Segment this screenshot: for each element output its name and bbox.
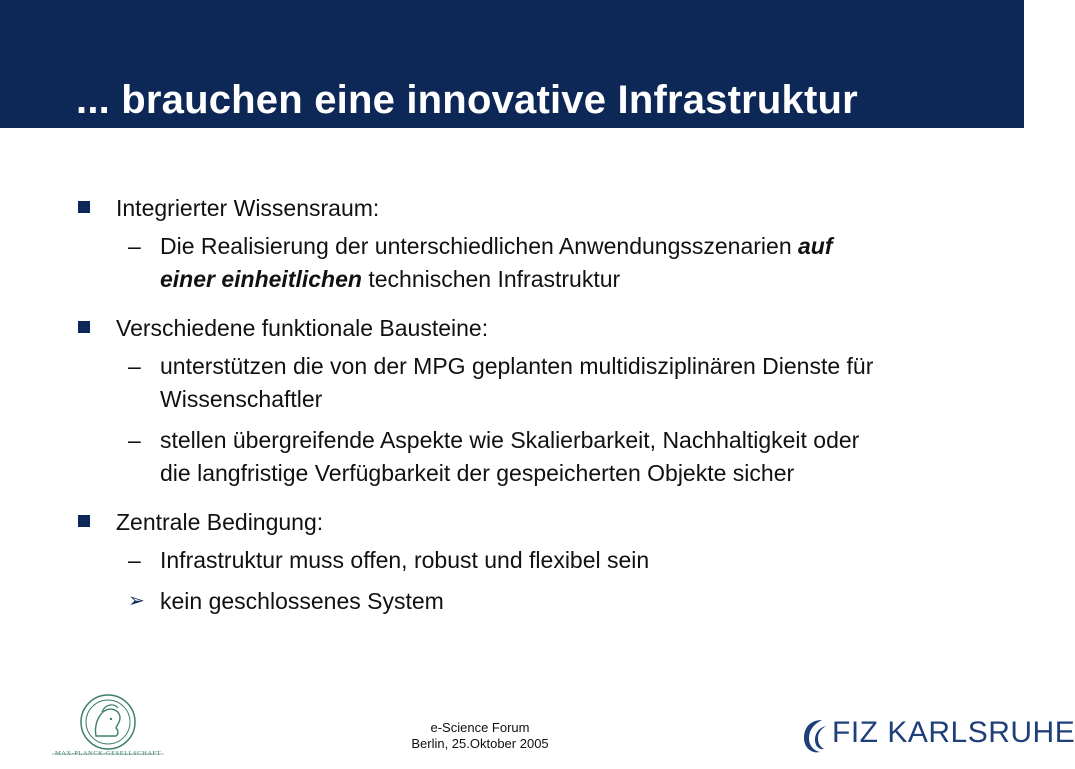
fiz-logo-icon: [800, 716, 832, 756]
dash-marker: –: [128, 427, 141, 453]
arrow-bullet-icon: ➢: [128, 590, 145, 612]
square-bullet-icon: [78, 321, 90, 333]
sub-bullet-text: kein geschlossenes System: [160, 588, 444, 614]
square-bullet-icon: [78, 515, 90, 527]
slide-title: ... brauchen eine innovative Infrastruktur: [76, 78, 858, 122]
emphasis-text: einer einheitlichen: [160, 266, 362, 292]
sub-bullet-text: Infrastruktur muss offen, robust und flexibel sein: [160, 547, 650, 573]
sub-bullet-text: stellen übergreifende Aspekte wie Skalierbarkeit, Nachhaltigkeit oder: [160, 427, 860, 453]
max-planck-logo: [48, 692, 168, 764]
bullet-heading: Integrierter Wissensraum:: [116, 195, 380, 221]
square-bullet-icon: [78, 201, 90, 213]
event-name: e-Science Forum: [430, 720, 530, 735]
dash-marker: –: [128, 547, 141, 573]
dash-marker: –: [128, 353, 141, 379]
sub-bullet-text-continued: Wissenschaftler: [160, 386, 323, 412]
emphasis-text: auf: [798, 233, 833, 259]
bullet-heading: Verschiedene funktionale Bausteine:: [116, 315, 489, 341]
sub-bullet-text-continued: die langfristige Verfügbarkeit der gespeicherten Objekte sicher: [160, 460, 795, 486]
event-date: Berlin, 25.Oktober 2005: [411, 736, 549, 751]
dash-marker: –: [128, 233, 141, 259]
text-run: Die Realisierung der unterschiedlichen Anwendungsszenarien: [160, 233, 799, 259]
text-run: technischen Infrastruktur: [361, 266, 621, 292]
bullet-heading: Zentrale Bedingung:: [116, 509, 324, 535]
sub-bullet-text-continued: [160, 263, 980, 296]
sub-bullet-text: unterstützen die von der MPG geplanten multidisziplinären Dienste für: [160, 353, 874, 379]
logo-caption: MAX-PLANCK-GESELLSCHAFT: [54, 750, 162, 757]
footer-info: [380, 720, 580, 752]
sub-bullet-text: [160, 230, 980, 263]
fiz-logo-text: FIZ KARLSRUHE: [832, 716, 1075, 749]
